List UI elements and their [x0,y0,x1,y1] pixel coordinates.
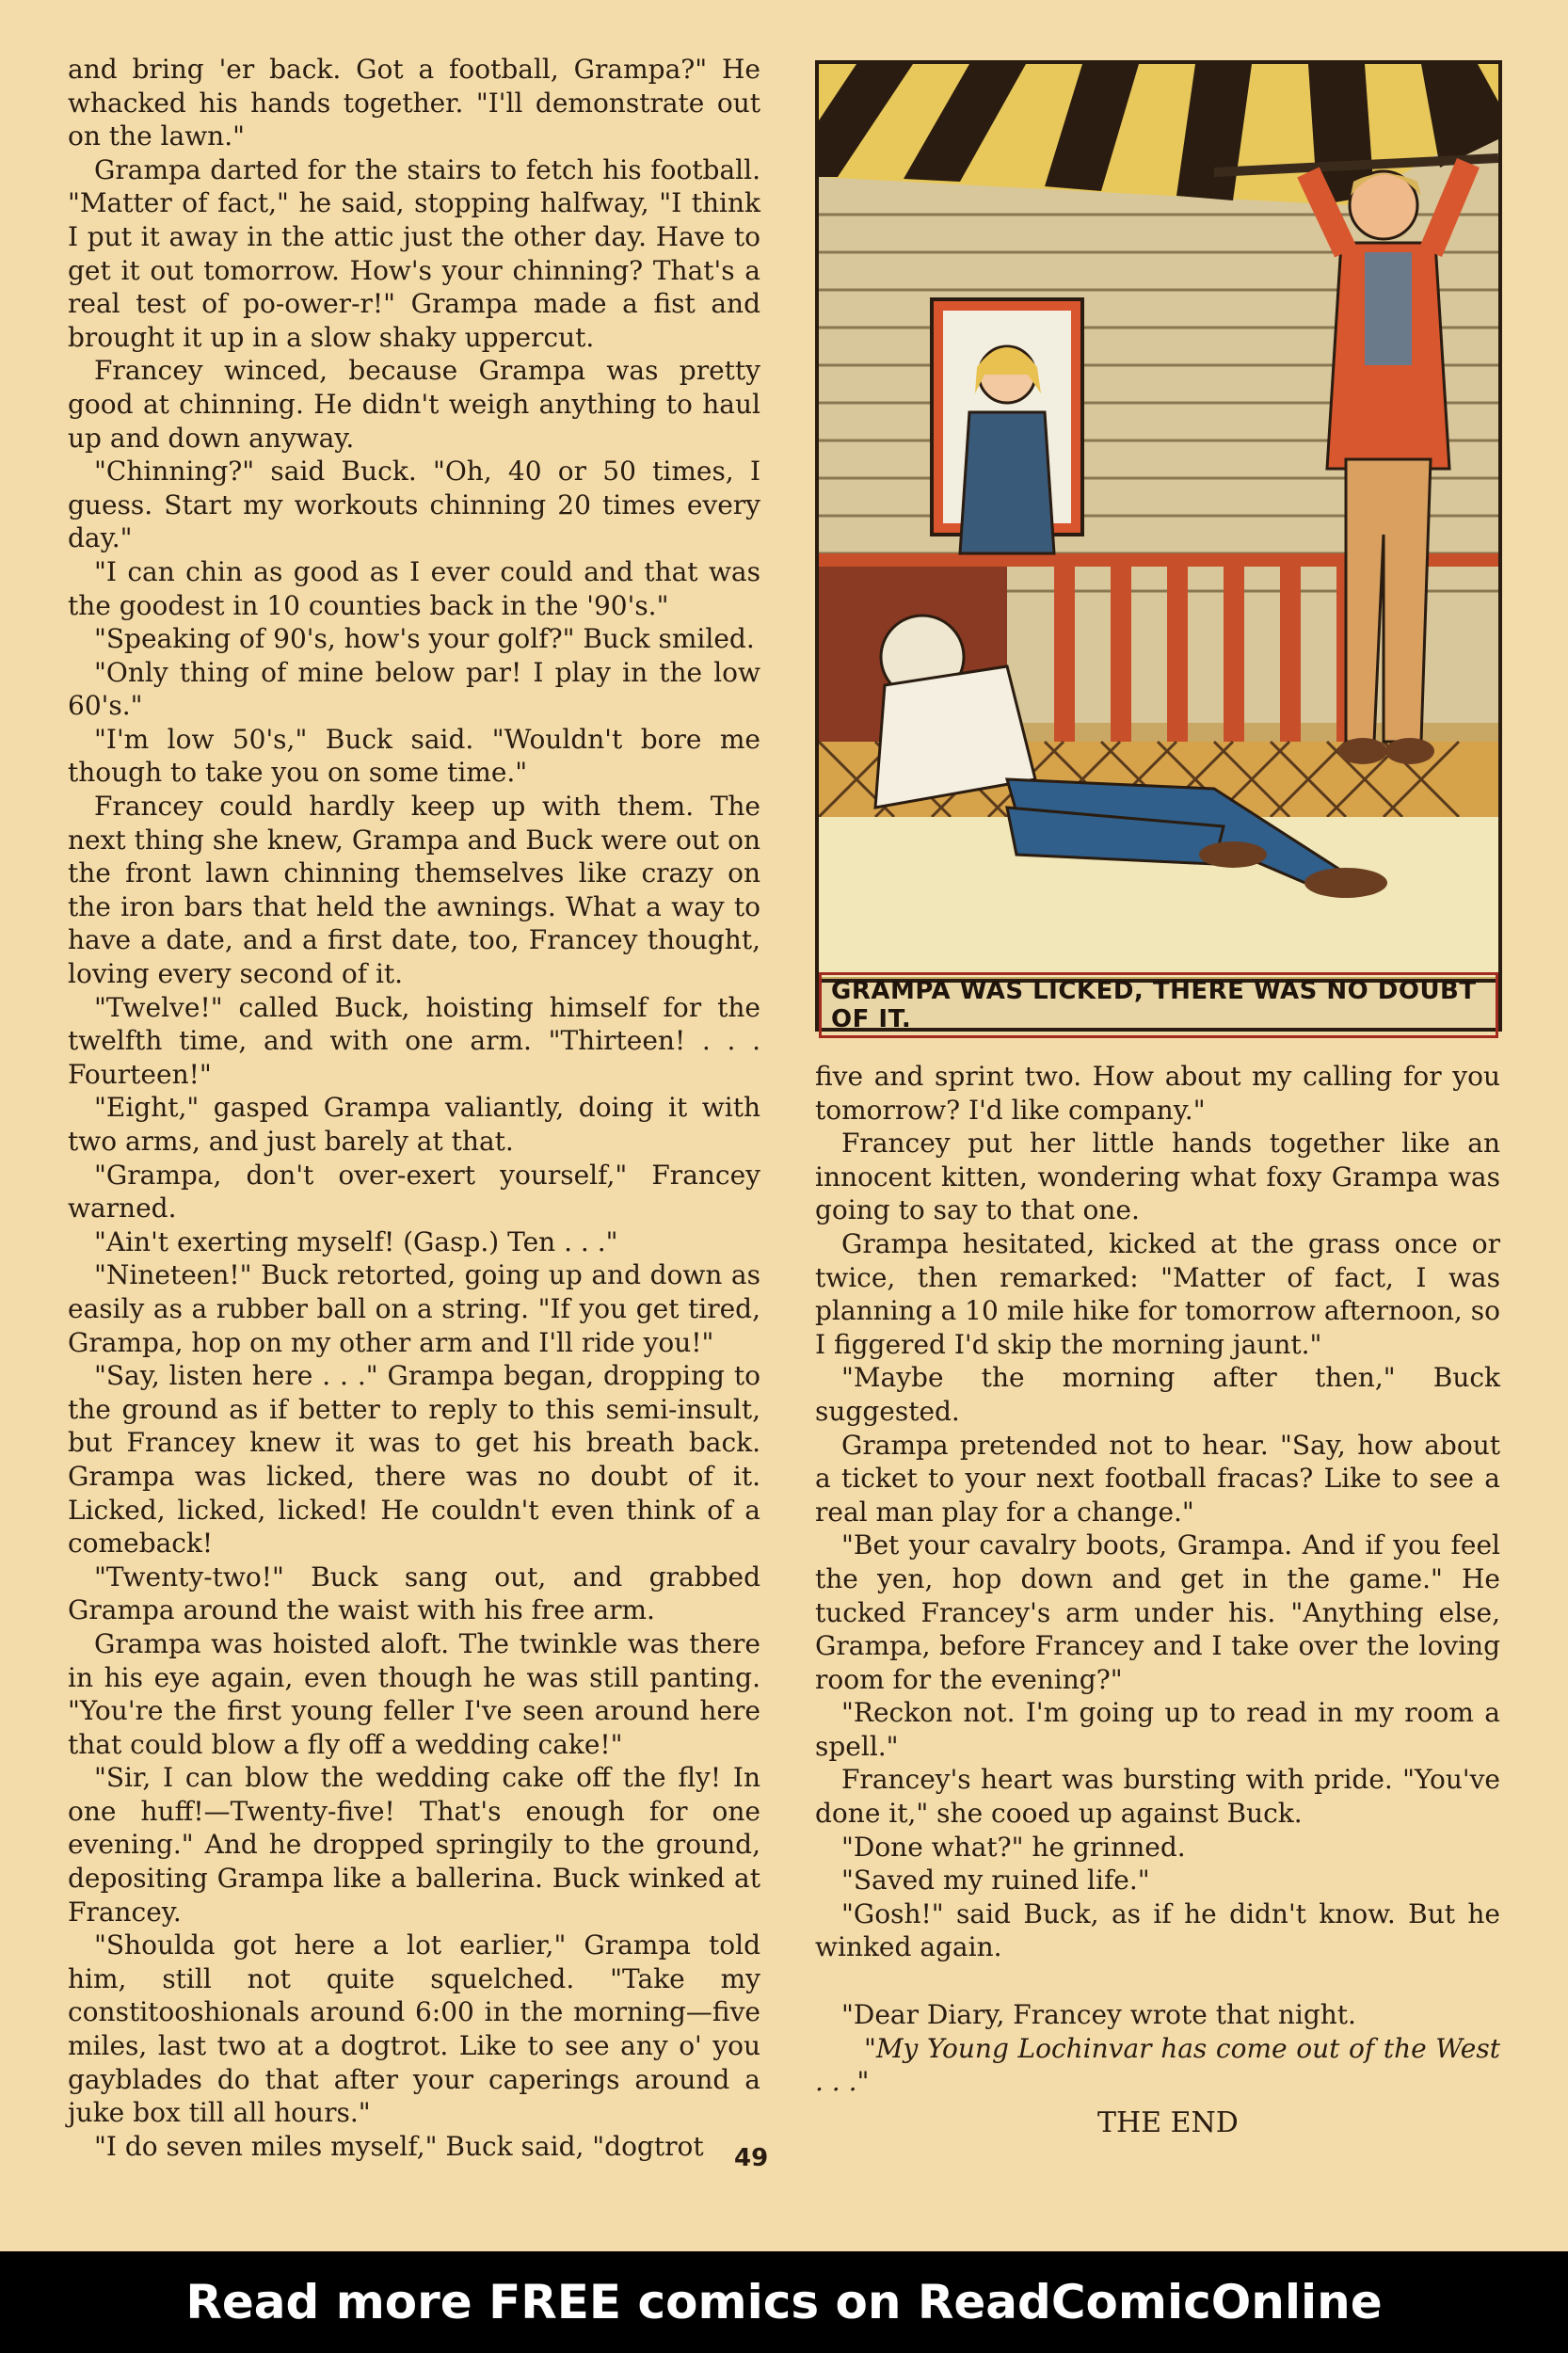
story-paragraph: "Ain't exerting myself! (Gasp.) Ten . . ." [94,1225,618,1257]
panel-caption: GRAMPA WAS LICKED, THERE WAS NO DOUBT OF IT. [819,972,1498,1038]
story-paragraph: Francey put her little hands together like an innocent kitten, wondering what foxy Grampa was going to say to that one. [815,1128,1500,1226]
promo-banner-text[interactable]: Read more FREE comics on ReadComicOnline [185,2275,1383,2329]
story-paragraph: "Bet your cavalry boots, Grampa. And if you feel the yen, hop down and get in the game." He tucked Francey's arm under his. "Anything else, Grampa, before Francey and I take over the loving room for the evening?" [815,1529,1500,1695]
story-paragraph: "I can chin as good as I ever could and that was the goodest in 10 counties back in the '90's." [68,555,760,621]
story-paragraph: "Speaking of 90's, how's your golf?" Buck smiled. [94,623,755,655]
story-paragraph: Francey's heart was bursting with pride. "You've done it," she cooed up against Buck. [815,1764,1500,1830]
panel-caption-box [815,979,1502,1032]
comic-panel-illustration [815,60,1502,1032]
story-paragraph: "Twelve!" called Buck, hoisting himself for the twelfth time, and with one arm. "Thirteen! . . . Fourteen!" [68,991,760,1090]
story-paragraph: "I do seven miles myself," Buck said, "dogtrot [94,2130,704,2162]
story-paragraph: five and sprint two. How about my calling for you tomorrow? I'd like company." [815,1061,1500,1126]
story-paragraph: "Nineteen!" Buck retorted, going up and down as easily as a rubber ball on a string. "If you get tired, Grampa, hop on my other arm and I'll ride you!" [68,1259,760,1358]
page-number: 49 [734,2144,769,2172]
story-paragraph: "Done what?" he grinned. [841,1831,1186,1863]
story-paragraph: Francey winced, because Grampa was pretty good at chinning. He didn't weigh anything to haul up and down anyway. [68,355,760,454]
story-paragraph: Francey could hardly keep up with them. The next thing she knew, Grampa and Buck were out on the front lawn chinning themselves like crazy on the iron bars that held the awnings. What a way to have a date, and a first date, too, Francey thought, loving every second of it. [68,791,760,990]
story-paragraph: "Only thing of mine below par! I play in the low 60's." [68,656,760,722]
the-end-label: THE END [1097,2105,1239,2139]
chin-up-scene-illustration [819,64,1498,977]
story-left-column [68,53,760,2163]
story-paragraph: Grampa hesitated, kicked at the grass once or twice, then remarked: "Matter of fact, I was planning a 10 mile hike for tomorrow afternoon, so I figgered I'd skip the morning jaunt." [815,1227,1500,1360]
story-paragraph: Grampa darted for the stairs to fetch his football. "Matter of fact," he said, stopping halfway, "I think I put it away in the attic just the other day. Have to get it out tomorrow. How's your chinning? That's a real test of po-ower-r!" Grampa made a fist and brought it up in a slow shaky uppercut. [68,153,760,353]
diary-quote: "My Young Lochinvar has come out of the West . . ." [815,2032,1500,2098]
promo-banner[interactable] [0,2251,1568,2353]
story-paragraph: "Saved my ruined life." [841,1865,1150,1897]
story-paragraph: "Shoulda got here a lot earlier," Grampa told him, still not quite squelched. "Take my constitooshionals around 6:00 in the morning—five miles, last two at a dogtrot. Like to see any o' you gayblades do that after your caperings around a juke box till all hours." [68,1929,760,2129]
diary-intro: "Dear Diary, Francey wrote that night. [841,1999,1356,2031]
story-paragraph: "Sir, I can blow the wedding cake off the fly! In one huff!—Twenty-five! That's enough for one evening." And he dropped springily to the ground, depositing Grampa like a ballerina. Buck winked at Francey. [68,1762,760,1928]
story-paragraph: "I'm low 50's," Buck said. "Wouldn't bore me though to take you on some time." [68,723,760,789]
story-paragraph: "Gosh!" said Buck, as if he didn't know. But he winked again. [815,1897,1500,1963]
story-paragraph: "Grampa, don't over-exert yourself," Francey warned. [68,1159,760,1225]
story-paragraph: "Say, listen here . . ." Grampa began, dropping to the ground as if better to reply to this semi-insult, but Francey knew it was to get his breath back. Grampa was licked, there was no doubt of it. Licked, licked, licked! He couldn't even think of a comeback! [68,1360,760,1560]
story-paragraph: and bring 'er back. Got a football, Grampa?" He whacked his hands together. "I'll demonstrate out on the lawn." [68,54,760,152]
story-paragraph: "Reckon not. I'm going up to read in my room a spell." [815,1697,1500,1762]
story-paragraph: "Eight," gasped Grampa valiantly, doing it with two arms, and just barely at that. [68,1092,760,1157]
story-paragraph: "Chinning?" said Buck. "Oh, 40 or 50 times, I guess. Start my workouts chinning 20 times every day." [68,456,760,554]
story-paragraph: Grampa was hoisted aloft. The twinkle was there in his eye again, even though he was still panting. "You're the first young feller I've seen around here that could blow a fly off a wedding cake!" [68,1627,760,1760]
story-paragraph: "Twenty-two!" Buck sang out, and grabbed Grampa around the waist with his free arm. [68,1561,760,1626]
story-right-column [815,1060,1500,2139]
story-paragraph: "Maybe the morning after then," Buck suggested. [815,1362,1500,1427]
story-paragraph: Grampa pretended not to hear. "Say, how about a ticket to your next football fracas? Like to see a real man play for a change." [815,1429,1500,1528]
